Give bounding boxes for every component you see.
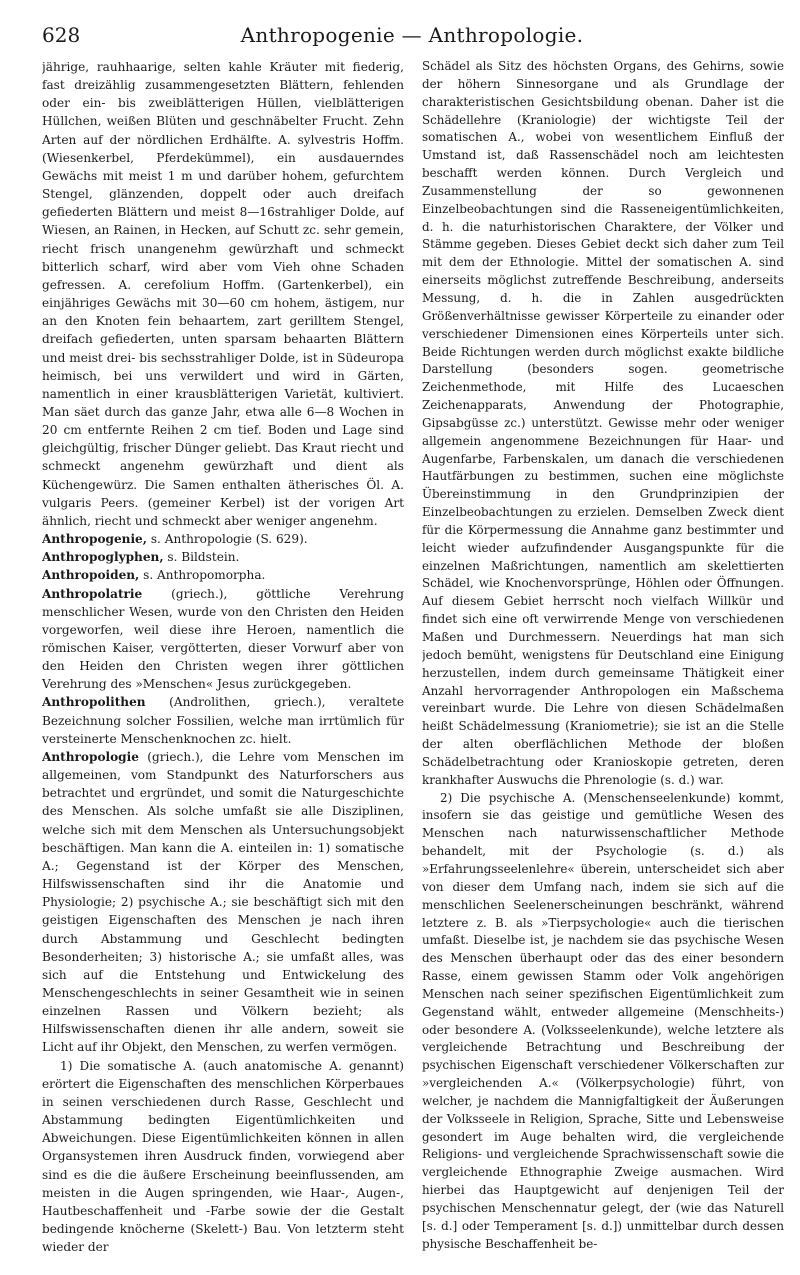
page-number: 628 (42, 23, 81, 47)
dictionary-entry (42, 585, 404, 694)
body-paragraph: 1) Die somatische A. (auch anatomische A. genannt) erörtert die Eigenschaften des menschlichen Körperbaues in seinen verschiedenen durch Rasse, Geschlecht und Abstammung bedingten Eigentümlichkeiten und Abweichungen. Diese Eigentümlichkeiten können in allen Organsystemen ihren Ausdruck finden, vorwiegend aber sind es die die äußere Erscheinung beeinflussenden, am meisten in die Augen springenden, wie Haar-, Augen-, Hautbeschaffenheit und -Farbe sowie der die Gestalt bedingende knöcherne (Skelett-) Bau. Von letzterm steht wieder der (42, 1058, 404, 1255)
entry-text: (griech.), göttliche Verehrung menschlicher Wesen, wurde von den Christen den Heiden vorgeworfen, weil diese ihre Heroen, namentlich die römischen Kaiser, vergötterten, dieser Vorwurf aber von den Heiden den Christen wegen ihrer göttlichen Verehrung des »Menschen« Jesus zurückgegeben. (42, 586, 404, 692)
entry-headword: Anthropogenie, (42, 532, 147, 547)
right-column (422, 58, 784, 1263)
dictionary-entry (42, 566, 404, 584)
body-paragraph: 2) Die psychische A. (Menschenseelenkunde) kommt, insofern sie das geistige und gemütliche Wesen des Menschen nach naturwissenschaftlicher Methode behandelt, mit der Psychologie (s. d.) als »Erfahrungsseelenlehre« überein, unterscheidet sich aber von dieser dem Umfang nach, indem sie sich auf die menschlichen Seelenerscheinungen beschränkt, während letztere z. B. als »Tierpsychologie« auch die tierischen umfaßt. Dieselbe ist, je nachdem sie das psychische Wesen des Menschen überhaupt oder das des einer besondern Rasse, einem gewissen Stamm oder Volk angehörigen Menschen nach seiner spezifischen Eigentümlichkeit zum Gegenstand wählt, entweder allgemeine (Menschheits-) oder besondere A. (Volksseelenkunde), welche letztere als vergleichende Betrachtung und Beschreibung der psychischen Eigenschaft verschiedener Völkerschaften zur »vergleichenden A.« (Völkerpsychologie) führt, von welcher, je nachdem die Mannigfaltigkeit der Äußerungen der Volksseele in Religion, Sprache, Sitte und Lebensweise gesondert im Auge behalten wird, die vergleichende Religions- und vergleichende Sprachwissenschaft sowie die vergleichende Ethnographie Zweige ausmachen. Wird hierbei das Hauptgewicht auf denjenigen Teil der psychischen Menschennatur gelegt, der (wie das Naturell [s. d.] oder Temperament [s. d.]) unmittelbar durch dessen physische Beschaffenheit be- (422, 790, 784, 1251)
dictionary-entry (42, 748, 404, 1057)
entry-headword: Anthropolatrie (42, 586, 143, 601)
entry-headword: Anthropologie (42, 749, 139, 764)
dictionary-entry (42, 693, 404, 747)
entry-text: (griech.), die Lehre vom Menschen im allgemeinen, vom Standpunkt des Naturforschers aus betrachtet und ergründet, und somit die Naturgeschichte des Menschen. Als solche umfaßt sie alle Disziplinen, welche sich mit dem Menschen als Untersuchungsobjekt beschäftigen. Man kann die A. einteilen in: 1) somatische A.; Gegenstand ist der Körper des Menschen, Hilfswissenschaften sind ihr die Anatomie und Physiologie; 2) psychische A.; sie beschäftigt sich mit den geistigen Eigenschaften des Menschen je nach ihren durch Abstammung und Geschlecht bedingten Besonderheiten; 3) historische A.; sie umfaßt alles, was sich auf die Entstehung und Entwickelung des Menschengeschlechts in seiner Gesamtheit wie in seinen einzelnen Rassen und Völkern bezieht; als Hilfswissenschaften dienen ihr alle andern, soweit sie Licht auf ihr Objekt, den Menschen, zu werfen vermögen. (42, 749, 404, 1055)
entry-text: s. Anthropologie (S. 629). (146, 532, 308, 547)
dictionary-entry (42, 548, 404, 566)
entry-headword: Anthropoglyphen, (42, 550, 164, 565)
left-column (42, 58, 404, 1263)
entry-text: s. Bildstein. (163, 550, 240, 565)
entry-headword: Anthropoiden, (42, 568, 140, 583)
continued-paragraph: Schädel als Sitz des höchsten Organs, des Gehirns, sowie der höhern Sinnesorgane und als Grundlage der charakteristischen Gesichtsbildung obenan. Daher ist die Schädellehre (Kraniologie) der wichtigste Teil der somatischen A., wobei von wesentlichem Einfluß der Umstand ist, daß Rassenschädel noch am leichtesten beschafft werden können. Durch Vergleich und Zusammenstellung der so gewonnenen Einzelbeobachtungen sind die Rasseneigentümlichkeiten, d. h. die naturhistorischen Charaktere, der Völker und Stämme gegeben. Dieses Gebiet deckt sich daher zum Teil mit dem der Ethnologie. Mittel der somatischen A. sind einerseits möglichst zutreffende Beschreibung, anderseits Messung, d. h. die in Zahlen ausgedrückten Größenverhältnisse gewisser Körperteile zu einander oder verschiedener Dimensionen eines Körperteils unter sich. Beide Richtungen werden durch möglichst exakte bildliche Darstellung (besonders sogen. geometrische Zeichenmethode, mit Hilfe des Lucaeschen Zeichenapparats, Anwendung der Photographie, Gipsabgüsse zc.) unterstützt. Gewisse mehr oder weniger allgemein angenommene Bezeichnungen für Haar- und Augenfarbe, Farbenskalen, um danach die verschiedenen Hautfärbungen zu bestimmen, suchen eine möglichste Übereinstimmung in den Grundprinzipien der Einzelbeobachtungen zu erzielen. Demselben Zweck dient für die Körpermessung die Annahme ganz bestimmter und leicht wieder aufzufindender Ausgangspunkte für die einzelnen Maßrichtungen, namentlich am skelettierten Schädel, wie Knochenvorsprünge, Höhlen oder Öffnungen. Auf diesem Gebiet herrscht noch vielfach Willkür und findet sich eine oft verwirrende Menge von verschiedenen Maßen und Durchmessern. Neuerdings hat man sich jedoch bemüht, wenigstens für Deutschland eine Einigung herzustellen, indem durch gemeinsame Thätigkeit einer Anzahl hervorragender Anthropologen ein Maßschema vereinbart wurde. Die Lehre von diesen Schädelmaßen heißt Schädelmessung (Kraniometrie); sie ist an die Stelle der alten oberflächlichen Methode der bloßen Schädelbetrachtung oder Kranioskopie getreten, deren krankhafter Auswuchs die Phrenologie (s. d.) war. (422, 59, 784, 787)
dictionary-entry (42, 530, 404, 548)
running-title: Anthropogenie — Anthropologie. (240, 23, 584, 47)
text-columns (42, 58, 784, 1263)
entry-text: (Androlithen, griech.), veraltete Bezeichnung solcher Fossilien, welche man irrtümlich für versteinerte Menschenknochen zc. hielt. (42, 695, 404, 746)
page-header (42, 20, 782, 54)
continued-paragraph: jährige, rauhhaarige, selten kahle Kräuter mit fiederig, fast dreizählig zusammengesetzten Blättern, fehlenden oder ein- bis zweiblätterigen Hüllen, vielblätterigen Hüllchen, weißen Blüten und geschnäbelter Frucht. Zehn Arten auf der nördlichen Erdhälfte. A. sylvestris Hoffm. (Wiesenkerbel, Pferdekümmel), ein ausdauerndes Gewächs mit meist 1 m und darüber hohem, gefurchtem Stengel, glänzenden, doppelt oder auch dreifach gefiederten Blättern und meist 8—16strahliger Dolde, auf Wiesen, an Rainen, in Hecken, auf Schutt zc. sehr gemein, riecht frisch unangenehm gewürzhaft und schmeckt bitterlich scharf, wird aber vom Vieh ohne Schaden gefressen. A. cerefolium Hoffm. (Gartenkerbel), ein einjähriges Gewächs mit 30—60 cm hohem, ästigem, nur an den Knoten fein behaartem, zart gerilltem Stengel, dreifach gefiederten, unten sparsam behaarten Blättern und meist drei- bis sechsstrahliger Dolde, ist in Südeuropa heimisch, bei uns verwildert und wird in Gärten, namentlich in einer krausblätterigen Varietät, kultiviert. Man säet durch das ganze Jahr, etwa alle 6—8 Wochen in 20 cm entfernte Reihen 2 cm tief. Boden und Lage sind gleichgültig, frischer Dünger geliebt. Das Kraut riecht und schmeckt angenehm gewürzhaft und dient als Küchengewürz. Die Samen enthalten ätherisches Öl. A. vulgaris Peers. (gemeiner Kerbel) ist der vorigen Art ähnlich, riecht und schmeckt aber weniger angenehm. (42, 60, 404, 528)
entry-headword: Anthropolithen (42, 695, 146, 710)
entry-text: s. Anthropomorpha. (139, 568, 266, 583)
